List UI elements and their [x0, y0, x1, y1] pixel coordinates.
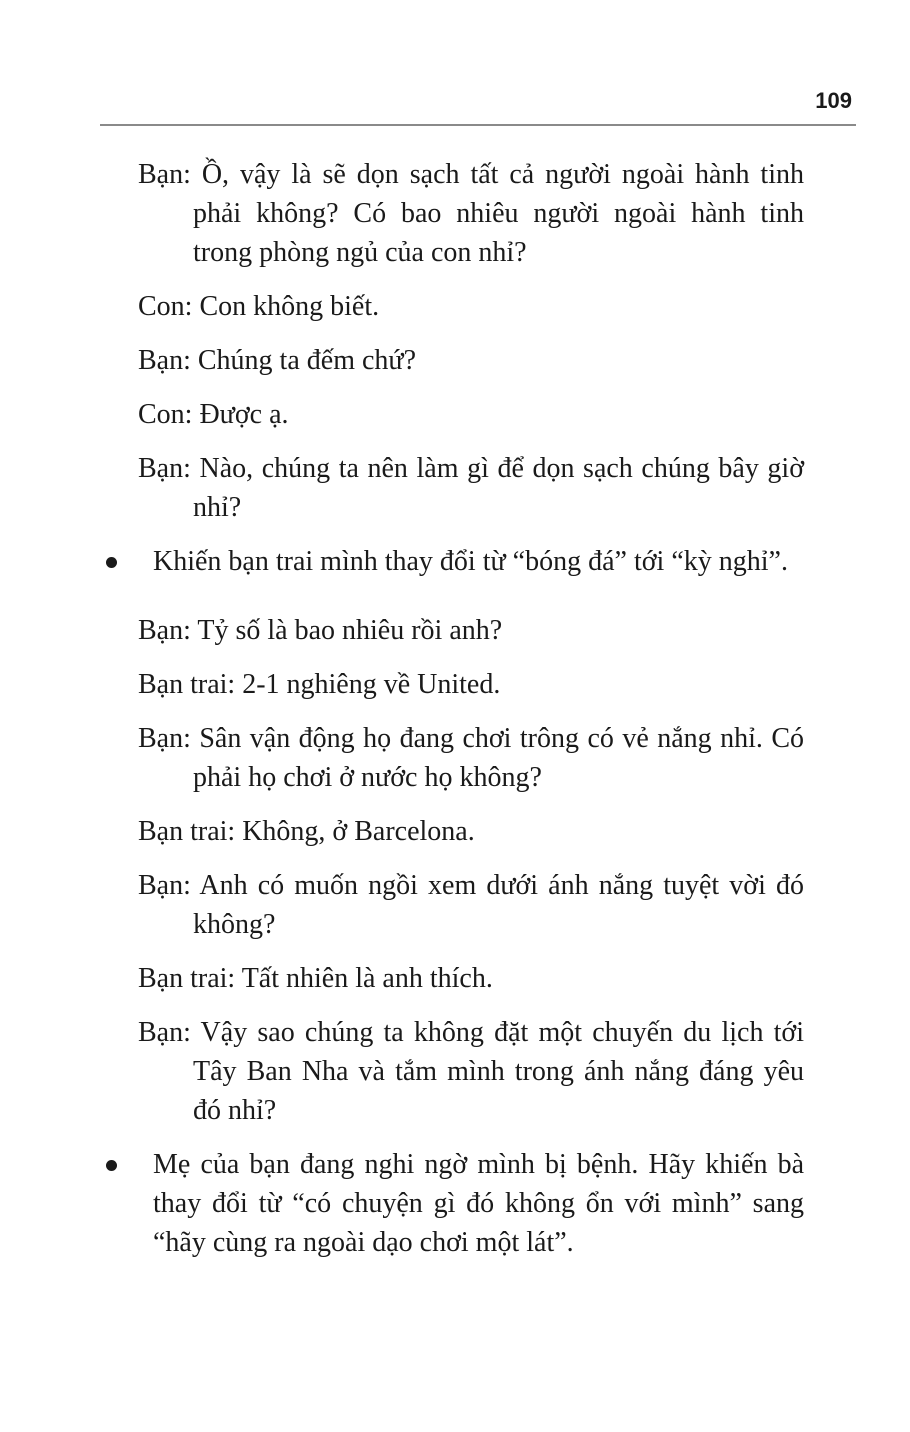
bullet-icon	[106, 1160, 117, 1171]
dialogue-line: Bạn trai: Tất nhiên là anh thích.	[138, 963, 493, 994]
dialogue-line: Bạn: Sân vận động họ đang chơi trông có vẻ nắng nhỉ. Có phải họ chơi ở nước họ không?	[138, 723, 804, 793]
dialogue-line: Bạn: Nào, chúng ta nên làm gì để dọn sạch chúng bây giờ nhỉ?	[138, 453, 804, 523]
bullet-text: Mẹ của bạn đang nghi ngờ mình bị bệnh. Hãy khiến bà thay đổi từ “có chuyện gì đó không ổn với mình” sang “hãy cùng ra ngoài dạo chơi một lát”.	[153, 1149, 804, 1258]
dialogue-line: Bạn: Ồ, vậy là sẽ dọn sạch tất cả người ngoài hành tinh phải không? Có bao nhiêu người ngoài hành tinh trong phòng ngủ của con nhỉ?	[138, 159, 804, 268]
header-divider	[100, 124, 856, 126]
bullet-item	[138, 542, 804, 581]
dialogue-line: Bạn: Vậy sao chúng ta không đặt một chuyến du lịch tới Tây Ban Nha và tắm mình trong ánh nắng đáng yêu đó nhỉ?	[138, 1017, 804, 1126]
dialogue-line: Bạn: Tỷ số là bao nhiêu rồi anh?	[138, 615, 503, 646]
bullet-item	[138, 1145, 804, 1262]
bullet-icon	[106, 557, 117, 568]
dialogue-line: Bạn: Anh có muốn ngồi xem dưới ánh nắng tuyệt vời đó không?	[138, 870, 804, 940]
page-body	[138, 155, 804, 1292]
page-number: 109	[815, 88, 852, 113]
dialogue-line: Bạn: Chúng ta đếm chứ?	[138, 345, 417, 376]
dialogue-line: Bạn trai: Không, ở Barcelona.	[138, 816, 475, 847]
dialogue-line: Con: Được ạ.	[138, 399, 289, 430]
dialogue-line: Con: Con không biết.	[138, 291, 380, 322]
bullet-text: Khiến bạn trai mình thay đổi từ “bóng đá” tới “kỳ nghỉ”.	[153, 546, 788, 577]
dialogue-line: Bạn trai: 2-1 nghiêng về United.	[138, 669, 501, 700]
